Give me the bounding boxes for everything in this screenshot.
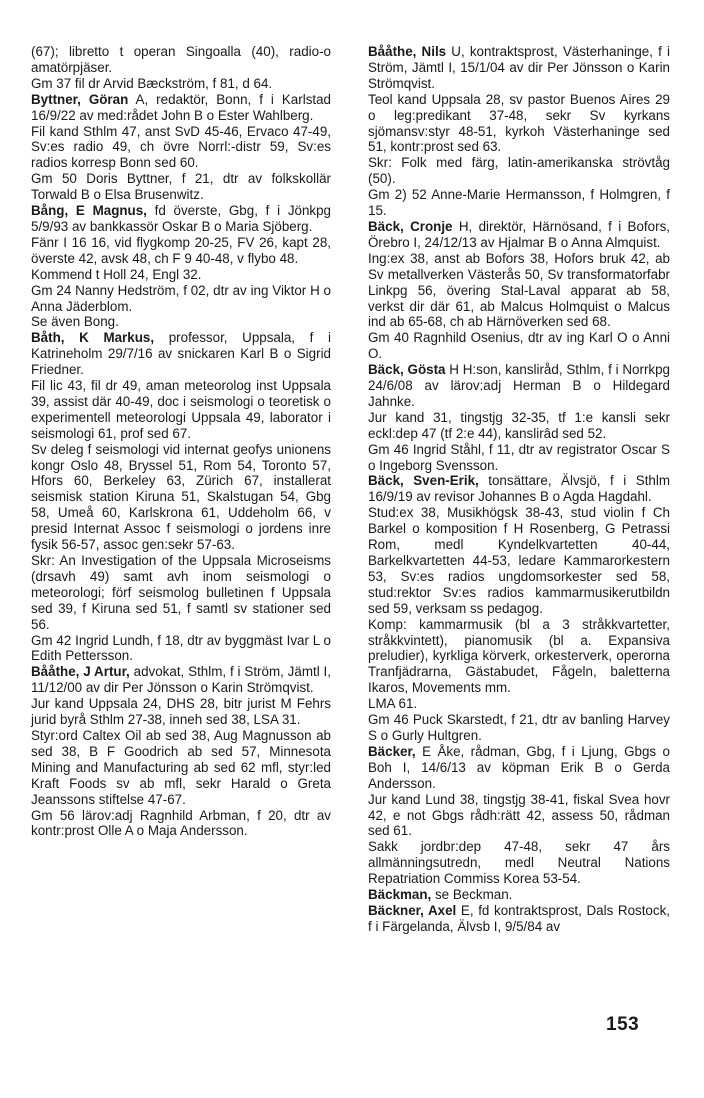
left-column [31,44,331,839]
entry-paragraph [368,839,670,887]
entry-paragraph [368,617,670,697]
entry-paragraph [368,219,670,251]
entry-paragraph [31,44,331,76]
entry-text: Gm 37 fil dr Arvid Bæckström, f 81, d 64. [31,75,273,91]
entry-text: Fil kand Sthlm 47, anst SvD 45-46, Ervaco 47-49, Sv:es radio 49, ch övre Norrl:-distr 59, Sv:es radios korresp Bonn sed 60. [31,123,331,171]
entry-paragraph [368,92,670,156]
entry-text: Ing:ex 38, anst ab Bofors 38, Hofors bruk 42, ab Sv metallverken Västerås 50, Sv transformatorfabr Linkpg 56, övering Stal-Laval apparat ab 58, verkst dir där 61, ab Malcus Holmquist o Malcus ind ab 65-68, ch ab Härnöverken sed 68. [368,250,670,330]
entry-paragraph [31,633,331,665]
entry-paragraph [368,442,670,474]
entry-paragraph [31,696,331,728]
entry-paragraph [31,171,331,203]
entry-headword: Bäck, Gösta [368,362,446,378]
entry-headword: Båth, K Markus, [31,330,155,346]
entry-text: professor, Uppsala, f i Katrineholm 29/7/16 av snickaren Karl B o Sigrid Friedner. [31,330,331,378]
entry-text: Jur kand Lund 38, tingstjg 38-41, fiskal Svea hovr 42, e not Gbgs rådh:rätt 42, assess 50, rådman sed 61. [368,791,670,839]
entry-text: E Åke, rådman, Gbg, f i Ljung, Gbgs o Boh I, 14/6/13 av köpman Erik B o Gerda Andersson. [368,743,670,791]
entry-text: Gm 2) 52 Anne-Marie Hermansson, f Holmgren, f 15. [368,187,670,219]
entry-paragraph [368,187,670,219]
entry-text: Jur kand 31, tingstjg 32-35, tf 1:e kansli sekr eckl:dep 47 (tf 2:e 44), kanslirâd sed 52. [368,409,670,441]
page-number: 153 [606,1014,640,1035]
entry-headword: Bäckner, Axel [368,902,457,918]
entry-paragraph [368,505,670,616]
entry-paragraph [31,664,331,696]
entry-text: E, fd kontraktsprost, Dals Rostock, f i Färgelanda, Älvsb I, 9/5/84 av [368,902,670,934]
entry-headword: Bång, E Magnus, [31,203,147,219]
entry-paragraph [31,330,331,378]
entry-text: H H:son, kansliråd, Sthlm, f i Norrkpg 24/6/08 av lärov:adj Herman B o Hildegard Jahnke. [368,362,670,409]
entry-text: (67); libretto t operan Singoalla (40), radio-o amatörpjäser. [31,44,331,75]
entry-paragraph [31,92,331,124]
entry-headword: Bååthe, Nils [368,44,447,59]
entry-paragraph [368,251,670,331]
entry-headword: Byttner, Göran [31,91,129,107]
entry-paragraph [31,124,331,172]
entry-paragraph [368,887,670,903]
entry-text: Gm 50 Doris Byttner, f 21, dtr av folkskollär Torwald B o Elsa Brusenwitz. [31,171,331,203]
entry-paragraph [368,712,670,744]
entry-text: Se även Bong. [31,314,119,330]
entry-paragraph [368,744,670,792]
right-column [368,44,670,935]
entry-paragraph [31,267,331,283]
entry-paragraph [31,76,331,92]
entry-paragraph [31,442,331,553]
entry-text: Stud:ex 38, Musikhögsk 38-43, stud violin f Ch Barkel o komposition f H Rosenberg, G Petrassi Rom, medl Kyndelkvartetten 40-44, Barkelkvartetten 44-53, ledare Kammarorkestern 53, Sv:es radios ungdomsorkester sed 58, stud:rektor Sv:es radios kammarmusikerutbildn sed 59, verksam ss pedagog. [368,505,670,616]
entry-headword: Bååthe, J Artur, [31,664,130,680]
entry-text: Gm 40 Ragnhild Osenius, dtr av ing Karl O o Anni O. [368,330,670,362]
entry-text: Jur kand Uppsala 24, DHS 28, bitr jurist M Fehrs jurid byrå Sthlm 27-38, inneh sed 38, LSA 31. [31,696,331,728]
entry-paragraph [368,155,670,187]
entry-headword: Bäck, Sven-Erik, [368,473,479,489]
entry-text: Komp: kammarmusik (bl a 3 stråkkvartetter, stråkkvintett), pianomusik (bl a. Expansiva preludier), kyrkliga körverk, orkesterverk, operorna Tranfjädrarna, Gästabudet, Fågeln, baletterna Ikaros, Movements mm. [368,616,670,696]
entry-text: Teol kand Uppsala 28, sv pastor Buenos Aires 29 o leg:predikant 37-48, sekr Sv kyrkans sjömansv:styr 48-51, kyrkoh Västerhaninge sed 51, kontr:prost sed 63. [368,91,670,155]
entry-paragraph [368,410,670,442]
entry-headword: Bäck, Cronje [368,218,453,234]
entry-paragraph [31,283,331,315]
entry-text: A, redaktör, Bonn, f i Karlstad 16/9/22 av med:rådet John B o Ester Wahlberg. [31,91,331,123]
entry-text: Gm 46 Ingrid Ståhl, f 11, dtr av registrator Oscar S o Ingeborg Svensson. [368,441,670,473]
entry-text: Styr:ord Caltex Oil ab sed 38, Aug Magnusson ab sed 38, B F Goodrich ab sed 57, Minnesota Mining and Manufacturing ab sed 62 mfl, styr:led Kraft Foods sv ab mfl, sekr Harald o Greta Jeanssons stiftelse 47-67. [31,727,331,807]
entry-paragraph [368,792,670,840]
entry-text: Gm 24 Nanny Hedström, f 02, dtr av ing Viktor H o Anna Jäderblom. [31,282,331,314]
entry-text: Kommend t Holl 24, Engl 32. [31,266,202,282]
entry-text: Fänr I 16 16, vid flygkomp 20-25, FV 26, kapt 28, överste 42, avsk 48, ch F 9 40-48, v flybo 48. [31,234,331,266]
entry-text: Skr: Folk med färg, latin-amerikanska strövtåg (50). [368,155,670,187]
entry-text: LMA 61. [368,696,418,712]
entry-text: Gm 42 Ingrid Lundh, f 18, dtr av byggmäst Ivar L o Edith Pettersson. [31,632,331,664]
entry-text: U, kontraktsprost, Västerhaninge, f i Ström, Jämtl I, 15/1/04 av dir Per Jönsson o Karin Strömqvist. [368,44,670,91]
entry-text: Fil lic 43, fil dr 49, aman meteorolog inst Uppsala 39, assist där 40-49, doc i seismologi o teoretisk o experimentell meteorologi Uppsala 49, laborator i seismologi 61, prof sed 67. [31,378,331,441]
entry-text: Skr: An Investigation of the Uppsala Microseisms (drsavh 49) samt avh inom seismologi o meteorologi; förf seismolog bulletinen f Uppsala sed 39, f Kiruna sed 51, f samtl sv stationer sed 56. [31,553,331,632]
entry-headword: Bäcker, [368,743,416,759]
entry-text: se Beckman. [431,887,513,903]
entry-headword: Bäckman, [368,887,432,903]
entry-text: Gm 56 lärov:adj Ragnhild Arbman, f 20, dtr av kontr:prost Olle A o Maja Andersson. [31,807,331,839]
entry-paragraph [31,728,331,808]
entry-text: H, direktör, Härnösand, f i Bofors, Örebro I, 24/12/13 av Hjalmar B o Anna Almquist. [368,218,670,250]
entry-paragraph [31,203,331,235]
entry-paragraph [368,696,670,712]
entry-paragraph [368,473,670,505]
entry-text: Sv deleg f seismologi vid internat geofys unionens kongr Oslo 48, Bryssel 51, Rom 54, Toronto 57, Hfors 60, Berkeley 63, Zürich 67, installerat seismisk station Kiruna 51, Skalstugan 54, Gbg 58, Umeå 60, Karlskrona 61, Uddeholm 66, v presid Internat Assoc f seismologi o jordens inre fysik 56-57, assoc gen:sekr 57-63. [31,441,331,553]
entry-paragraph [31,808,331,840]
entry-paragraph [368,330,670,362]
entry-paragraph [31,553,331,633]
entry-paragraph [368,362,670,410]
entry-paragraph [368,903,670,935]
entry-text: tonsättare, Älvsjö, f i Sthlm 16/9/19 av revisor Johannes B o Agda Hagdahl. [368,473,670,505]
entry-text: Gm 46 Puck Skarstedt, f 21, dtr av banling Harvey S o Gurly Hultgren. [368,712,670,743]
entry-text: advokat, Sthlm, f i Ström, Jämtl I, 11/12/00 av dir Per Jönsson o Karin Strömqvist. [31,664,331,696]
entry-text: Sakk jordbr:dep 47-48, sekr 47 års allmänningsutredn, medl Neutral Nations Repatriation Commiss Korea 53-54. [368,839,670,887]
entry-paragraph [31,378,331,442]
entry-paragraph [31,235,331,267]
entry-text: fd överste, Gbg, f i Jönkpg 5/9/93 av bankkassör Oskar B o Maria Sjöberg. [31,203,331,234]
entry-paragraph [368,44,670,92]
entry-paragraph [31,314,331,330]
